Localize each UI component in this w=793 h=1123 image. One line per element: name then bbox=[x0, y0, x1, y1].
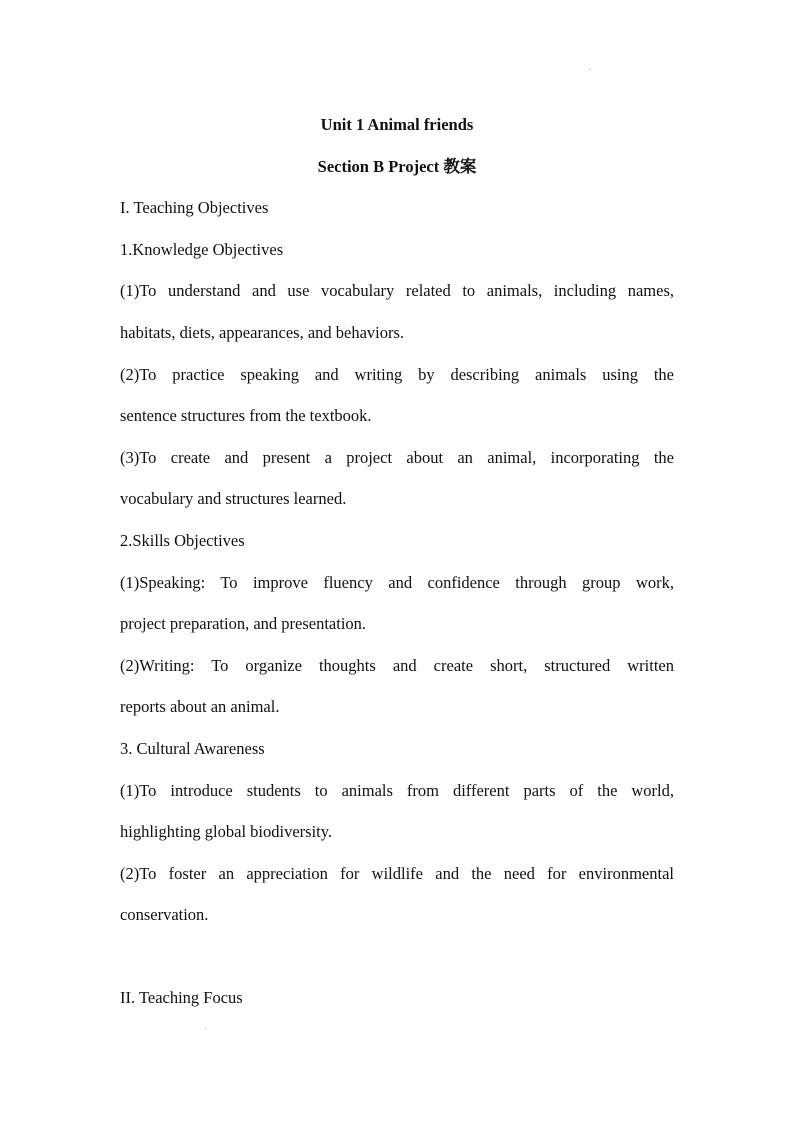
paragraph-line: project preparation, and presentation. bbox=[120, 614, 367, 634]
paragraph-line: (3)To create and present a project about an animal, incorporating the bbox=[120, 447, 674, 467]
paragraph-line: (1)To introduce students to animals from different parts of the world, bbox=[120, 780, 674, 800]
speck-top bbox=[589, 69, 590, 70]
paragraph-line: (1)Speaking: To improve fluency and confidence through group work, bbox=[120, 572, 674, 592]
document-page bbox=[120, 104, 674, 1019]
blank-line bbox=[120, 936, 674, 978]
subsection-heading: 2.Skills Objectives bbox=[120, 530, 245, 550]
paragraph-line: habitats, diets, appearances, and behaviors. bbox=[120, 322, 405, 342]
paragraph-line: (2)Writing: To organize thoughts and create short, structured written bbox=[120, 655, 674, 675]
paragraph-line: (2)To practice speaking and writing by describing animals using the bbox=[120, 364, 674, 384]
section-heading: I. Teaching Objectives bbox=[120, 198, 269, 218]
section-heading: II. Teaching Focus bbox=[120, 988, 243, 1008]
subsection-heading: 1.Knowledge Objectives bbox=[120, 239, 284, 259]
speck-bottom bbox=[205, 1028, 206, 1029]
paragraph-line: vocabulary and structures learned. bbox=[120, 489, 347, 509]
paragraph-line: (2)To foster an appreciation for wildlife and the need for environmental bbox=[120, 863, 674, 883]
document-subtitle: Section B Project 教案 bbox=[317, 156, 477, 176]
subsection-heading: 3. Cultural Awareness bbox=[120, 738, 265, 758]
paragraph-line: highlighting global biodiversity. bbox=[120, 822, 333, 842]
paragraph-line: (1)To understand and use vocabulary related to animals, including names, bbox=[120, 281, 674, 301]
paragraph-line: conservation. bbox=[120, 905, 209, 925]
paragraph-line: sentence structures from the textbook. bbox=[120, 406, 372, 426]
document-title: Unit 1 Animal friends bbox=[320, 115, 474, 134]
paragraph-line: reports about an animal. bbox=[120, 697, 280, 717]
